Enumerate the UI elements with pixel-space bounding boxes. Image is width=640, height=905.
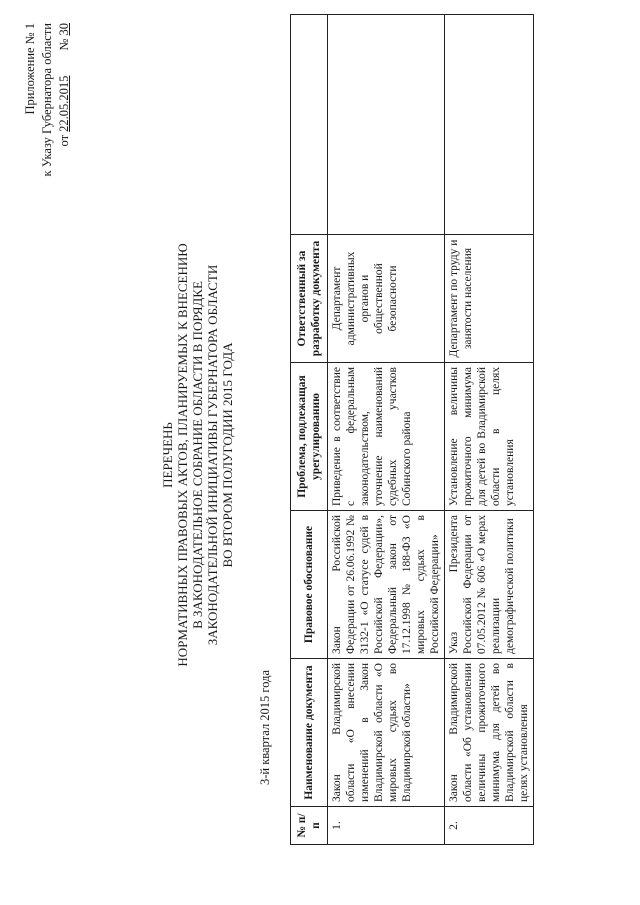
row-blank [328,15,445,235]
annex-date-line: от 22.05.2015 № 30 [57,23,71,147]
document-title: ПЕРЕЧЕНЬ НОРМАТИВНЫХ ПРАВОВЫХ АКТОВ, ПЛАНИРУЕМЫХ К ВНЕСЕНИЮ В ЗАКОНОДАТЕЛЬНОЕ СОБРАНИЕ ОБЛАСТИ В ПОРЯДКЕ ЗАКОНОДАТЕЛЬНОЙ ИНИЦИАТИВЫ ГУБЕРНАТОРА ОБЛАСТИ ВО ВТОРОМ ПОЛУГОДИИ 2015 ГОДА [160,243,235,667]
annex-reference: к Указу Губернатора области [40,23,54,177]
annex-number: Приложение № 1 [23,23,37,115]
row-name: Закон Владимирской области «Об установлении величины прожиточного минимума для детей во Владимирской области в целях установления [445,659,534,807]
row-responsible: Департамент по труду и занятости населения [445,235,534,363]
row-problem: Установление величины прожиточного минимума для детей во Владимирской области в целях установления [445,363,534,511]
header-name: Наименование документа [291,659,328,807]
annex-decree-number: 30 [57,23,71,36]
table-header-row [291,15,328,845]
row-problem: Приведение в соответствие с федеральным законодательством, уточнение наименований судебных участков Собинского района [328,363,445,511]
header-basis: Правовое обоснование [291,511,328,659]
row-basis: Закон Российской Федерации от 26.06.1992 № 3132-1 «О статусе судей в Российской Федерации», Федеральный закон от 17.12.1998 № 188-ФЗ «О мировых судьях в Российской Федерации» [328,511,445,659]
row-responsible: Департамент административных органов и общественной безопасности [328,235,445,363]
row-basis: Указ Президента Российской Федерации от 07.05.2012 № 606 «О мерах реализации демографической политики [445,511,534,659]
row-blank [445,15,534,235]
header-num: № п/п [291,807,328,845]
header-responsible: Ответственный за разработку документа [291,235,328,363]
table-row [445,15,534,845]
table-row [328,15,445,845]
row-name: Закон Владимирской области «О внесении изменений в Закон Владимирской области «О мировых судьях во Владимирской области» [328,659,445,807]
row-num: 1. [328,807,445,845]
acts-table [290,14,534,845]
header-blank [291,15,328,235]
annex-block [22,23,73,253]
header-problem: Проблема, подлежащая урегулированию [291,363,328,511]
annex-date: 22.05.2015 [57,75,71,132]
row-num: 2. [445,807,534,845]
quarter-label: 3-й квартал 2015 года [258,669,272,785]
